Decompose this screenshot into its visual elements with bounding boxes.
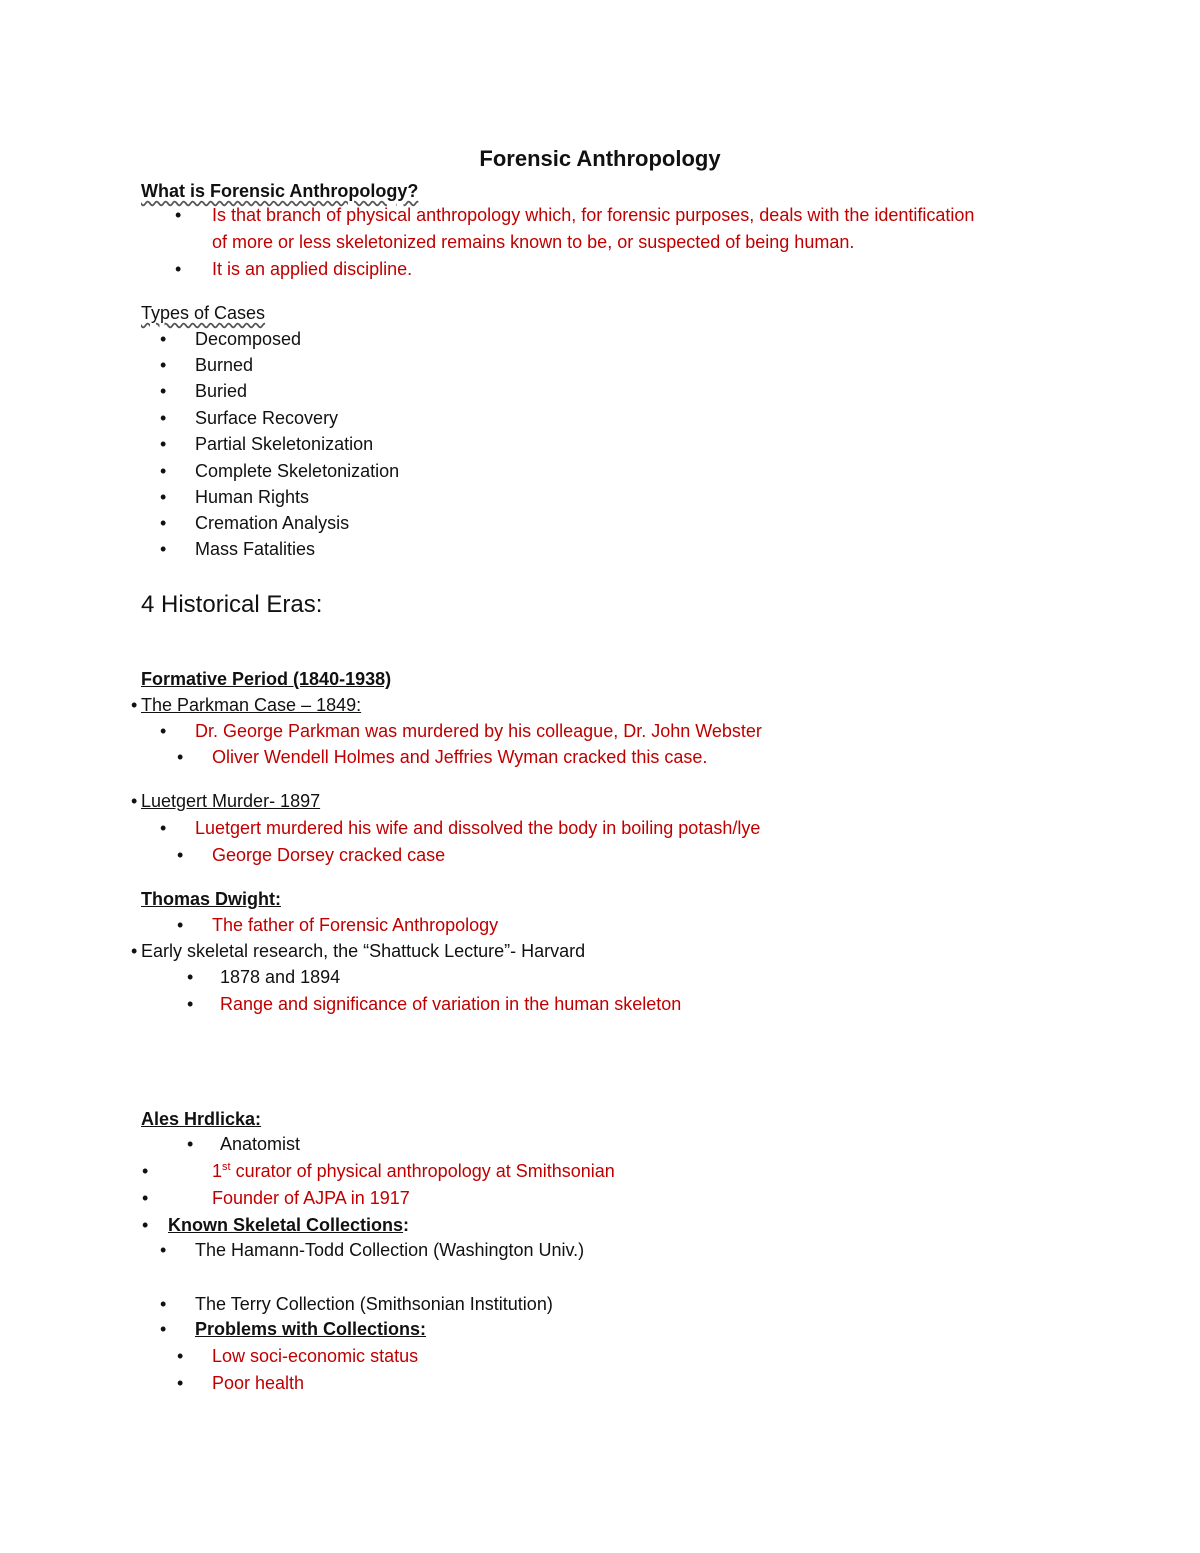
bullet: • [177,1373,184,1393]
problem-item: Low soci-economic status [212,1346,419,1366]
luetgert-detail: Luetgert murdered his wife and dissolved the body in boiling potash/lye [195,818,761,838]
dwight-years: 1878 and 1894 [220,967,341,987]
collections-heading-text: Known Skeletal Collections [168,1215,404,1235]
definition-line-2: of more or less skeletonized remains known to be, or suspected of being human. [212,232,855,252]
bullet: • [160,1294,167,1314]
parkman-case-label: The Parkman Case – 1849: [141,695,362,715]
eras-heading: 4 Historical Eras: [141,591,323,618]
bullet: • [131,695,138,715]
collections-heading [168,1214,409,1236]
bullet: • [160,513,167,533]
bullet: • [177,915,184,935]
bullet: • [175,205,182,225]
bullet: • [142,1161,149,1181]
collection-item: The Terry Collection (Smithsonian Institution) [195,1294,553,1314]
case-type-item: Buried [195,381,248,401]
definition-line-3: It is an applied discipline. [212,259,413,279]
collection-item: The Hamann-Todd Collection (Washington Univ.) [195,1240,585,1260]
bullet: • [187,994,194,1014]
bullet: • [160,721,167,741]
parkman-detail: Dr. George Parkman was murdered by his colleague, Dr. John Webster [195,721,762,741]
bullet: • [160,329,167,349]
hrdlicka-founder: Founder of AJPA in 1917 [212,1188,410,1208]
bullet: • [131,941,138,961]
dwight-detail: The father of Forensic Anthropology [212,915,499,935]
case-type-item: Decomposed [195,329,302,349]
collections-heading-colon: : [403,1215,410,1235]
case-type-item: Cremation Analysis [195,513,350,533]
case-type-item: Burned [195,355,254,375]
luetgert-detail: George Dorsey cracked case [212,845,446,865]
curator-suffix: st [222,1161,231,1173]
definition-line-1: Is that branch of physical anthropology which, for forensic purposes, deals with the identification [212,205,975,225]
bullet: • [187,967,194,987]
problem-item: Poor health [212,1373,305,1393]
bullet: • [160,355,167,375]
thomas-dwight-heading: Thomas Dwight: [141,889,281,909]
bullet: • [160,1240,167,1260]
case-type-item: Partial Skeletonization [195,434,374,454]
section-heading-what-is: What is Forensic Anthropology? [141,181,419,201]
ales-hrdlicka-heading: Ales Hrdlicka: [141,1109,262,1129]
bullet: • [175,259,182,279]
formative-period-heading: Formative Period (1840-1938) [141,669,392,689]
bullet: • [160,434,167,454]
bullet: • [131,791,138,811]
hrdlicka-anatomist: Anatomist [220,1134,301,1154]
page-title: Forensic Anthropology [479,146,721,171]
curator-text: curator of physical anthropology at Smithsonian [230,1161,615,1181]
bullet: • [187,1134,194,1154]
bullet: • [142,1215,149,1235]
luetgert-murder-label: Luetgert Murder- 1897 [141,791,321,811]
bullet: • [177,747,184,767]
case-type-item: Mass Fatalities [195,539,316,559]
parkman-detail: Oliver Wendell Holmes and Jeffries Wyman cracked this case. [212,747,708,767]
case-type-item: Human Rights [195,487,310,507]
section-heading-types: Types of Cases [141,303,266,323]
bullet: • [177,845,184,865]
bullet: • [160,487,167,507]
dwight-range: Range and significance of variation in the human skeleton [220,994,682,1014]
dwight-research: Early skeletal research, the “Shattuck Lecture”- Harvard [141,941,586,961]
bullet: • [160,381,167,401]
hrdlicka-curator [212,1160,615,1182]
bullet: • [160,539,167,559]
bullet: • [160,818,167,838]
bullet: • [160,408,167,428]
bullet: • [160,1319,167,1339]
curator-number: 1 [212,1161,223,1181]
case-type-item: Complete Skeletonization [195,461,400,481]
bullet: • [160,461,167,481]
problems-heading: Problems with Collections: [195,1319,427,1339]
bullet: • [142,1188,149,1208]
bullet: • [177,1346,184,1366]
case-type-item: Surface Recovery [195,408,339,428]
